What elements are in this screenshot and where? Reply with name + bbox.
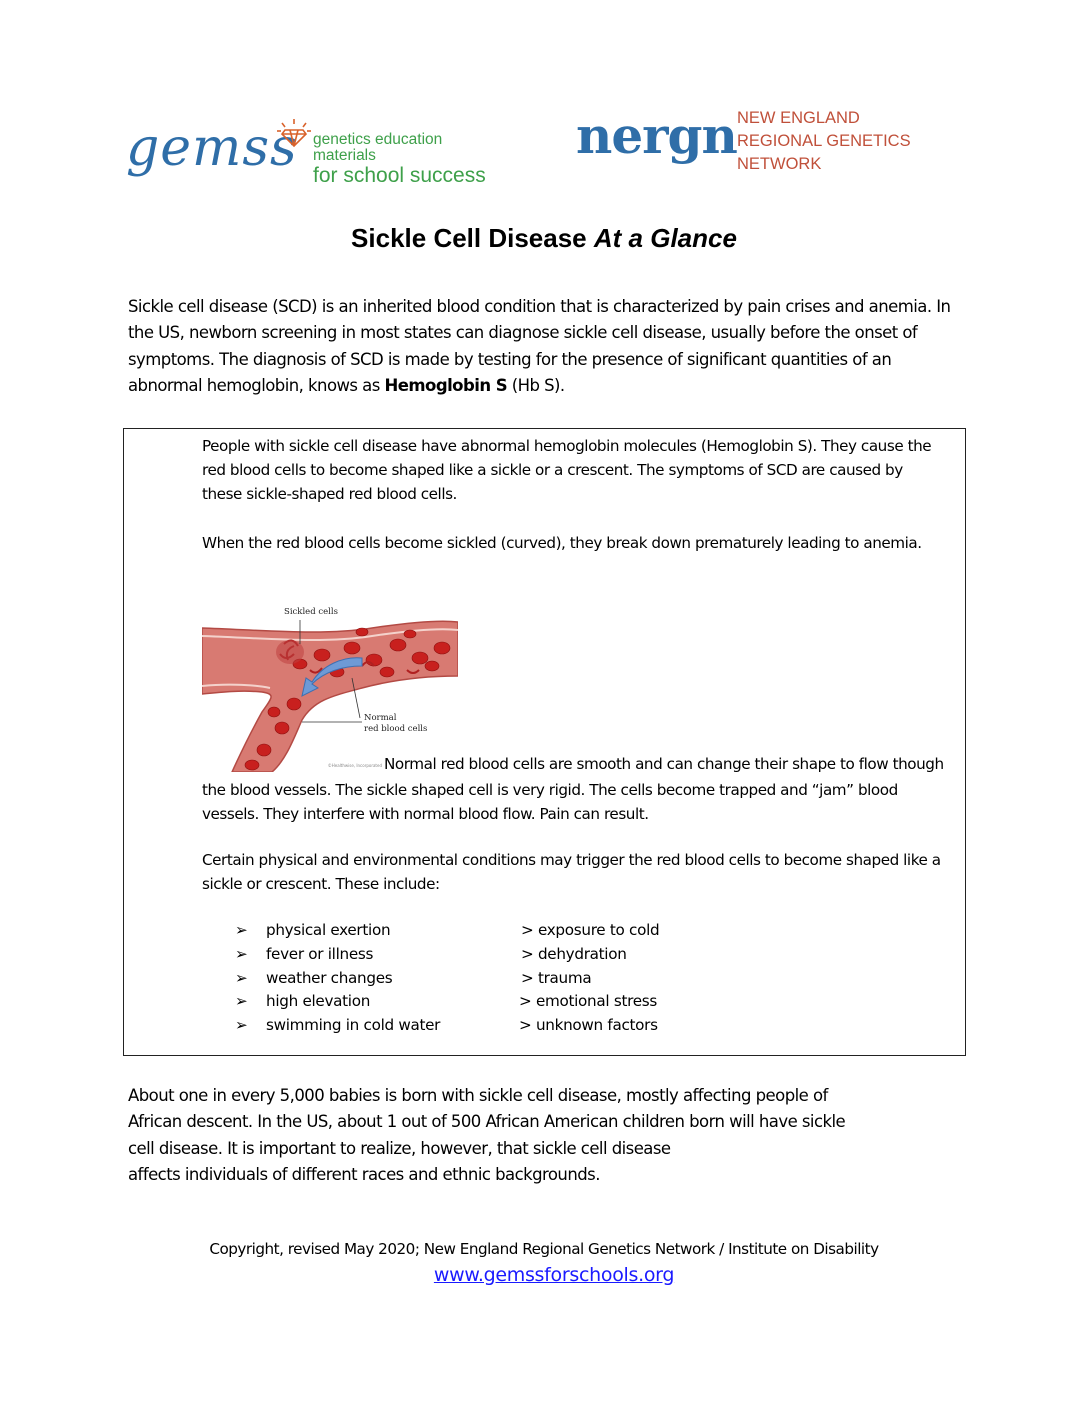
gemss-tagline: genetics education materials for school success: [313, 131, 486, 187]
copyright-notice: Copyright, revised May 2020; New England Regional Genetics Network / Institute on Disability: [209, 1240, 879, 1258]
box-paragraph-triggers: Certain physical and environmental conditions may trigger the red blood cells to become shaped like a sickle or crescent. These include:: [202, 851, 941, 893]
normal-cells-label-line1: Normal: [364, 713, 397, 723]
hemoglobin-s-term: Hemoglobin S: [384, 375, 508, 395]
arrow-bullet-icon: ➢: [235, 992, 248, 1011]
nergn-wordmark: nergn: [576, 106, 737, 165]
list-item: ➢ physical exertion > exposure to cold: [235, 921, 660, 939]
website-link-container: [0, 1264, 1088, 1286]
box-paragraph-anemia: When the red blood cells become sickled (curved), they break down prematurely leading to anemia.: [202, 534, 922, 552]
nergn-organization-name: NEW ENGLAND REGIONAL GENETICS NETWORK: [737, 109, 911, 173]
nergn-logo: [576, 105, 916, 180]
arrow-bullet-icon: ➢: [235, 968, 248, 987]
website-link[interactable]: www.gemssforschools.org: [433, 1264, 675, 1286]
list-item: ➢ weather changes > trauma: [235, 968, 592, 987]
arrow-bullet-icon: ➢: [235, 944, 248, 963]
gemss-wordmark: gemss: [126, 118, 298, 178]
arrow-bullet-icon: ➢: [235, 1016, 248, 1035]
diamond-icon: [276, 118, 312, 148]
page-title: Sickle Cell Disease At a Glance: [351, 223, 737, 253]
blood-vessel-illustration: [202, 600, 458, 772]
list-item: ➢ fever or illness > dehydration: [235, 944, 627, 963]
box-paragraph-hemoglobin: People with sickle cell disease have abnormal hemoglobin molecules (Hemoglobin S). They cause the red blood cells to become shaped like a sickle or a crescent. The symptoms of SCD are caused by these sickle-shaped red blood cells.: [202, 437, 932, 503]
sickled-cells-label: Sickled cells: [284, 607, 338, 617]
vessel-shape: [202, 621, 458, 772]
trigger-list: [235, 921, 695, 1040]
prevalence-paragraph: About one in every 5,000 babies is born with sickle cell disease, mostly affecting people of African descent. In the US, about 1 out of 500 African American children born will have sickle cell disease. It is important to realize, however, that sickle cell disease affects individuals of different races and ethnic backgrounds.: [128, 1086, 846, 1184]
box-paragraph-normal-cells: ©Healthwise, Incorporated Normal red blood cells are smooth and can change their shape to flow though the blood vessels. The sickle shaped cell is very rigid. The cells become trapped and “jam” blood vessels. They interfere with normal blood flow. Pain can result.: [202, 755, 944, 823]
illustration-credit: ©Healthwise, Incorporated: [327, 763, 382, 768]
list-item: ➢ swimming in cold water > unknown factors: [235, 1016, 658, 1035]
normal-cells-label-line2: red blood cells: [364, 724, 428, 734]
arrow-bullet-icon: ➢: [235, 921, 248, 939]
gemss-logo: [126, 116, 496, 186]
intro-paragraph: Sickle cell disease (SCD) is an inherited blood condition that is characterized by pain crises and anemia. In the US, newborn screening in most states can diagnose sickle cell disease, usually before the onset of symptoms. The diagnosis of SCD is made by testing for the presence of significant quantities of an abnormal hemoglobin, knows as Hemoglobin S (Hb S).: [128, 297, 951, 395]
list-item: ➢ high elevation > emotional stress: [235, 992, 657, 1011]
blood-vessel-drawing: [202, 600, 458, 772]
